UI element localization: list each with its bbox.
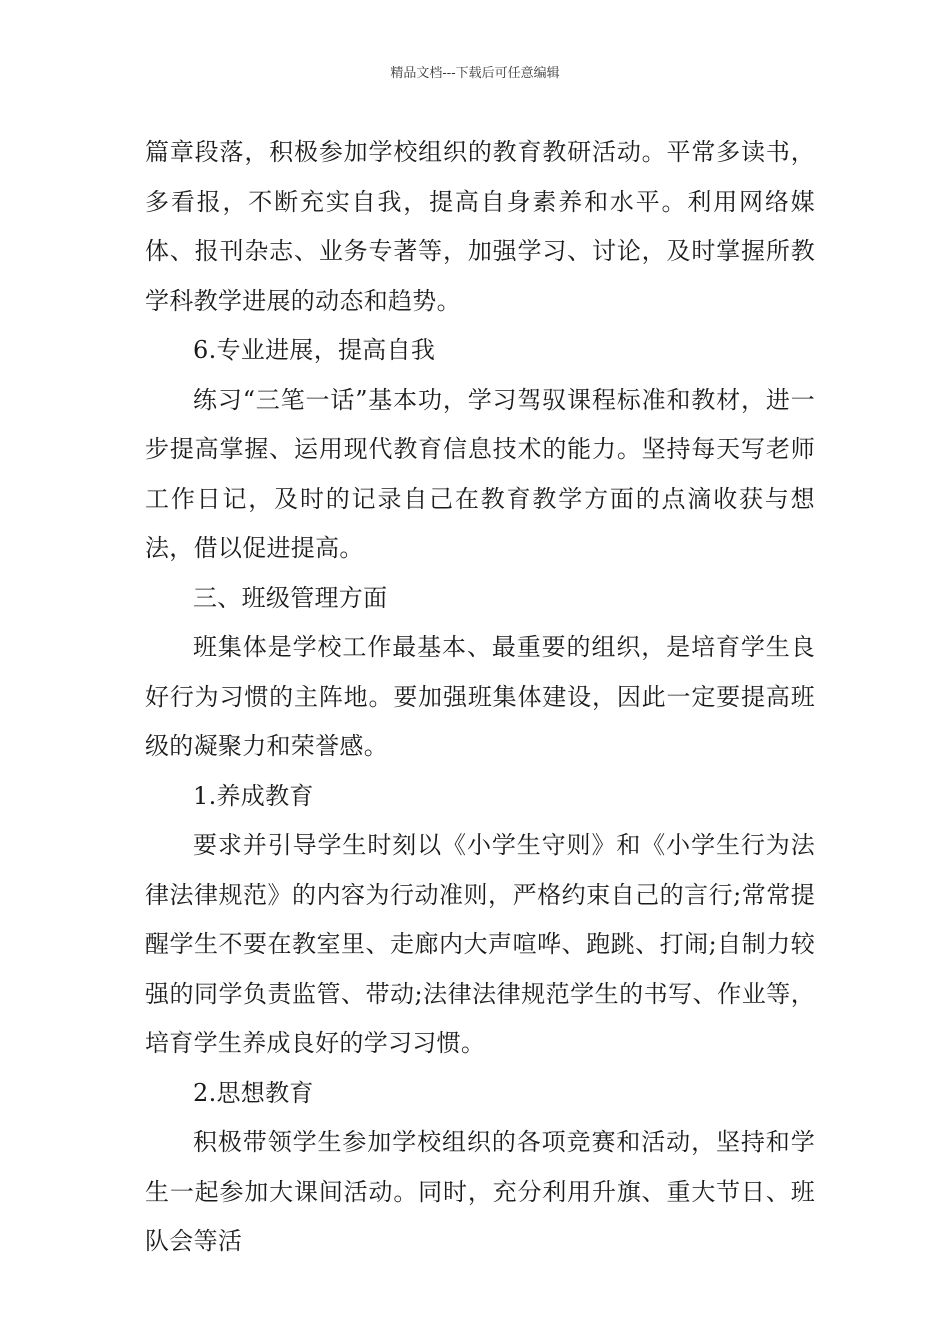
paragraph-basic-skills: 练习“三笔一话”基本功，学习驾驭课程标准和教材，进一步提高掌握、运用现代教育信息技术的能力。坚持每天写老师工作日记，及时的记录自己在教育教学方面的点滴收获与想法，借以促进提高。 bbox=[145, 385, 815, 562]
section-heading-professional-growth: 6.专业进展，提高自我 bbox=[193, 336, 436, 364]
paragraph-continued: 篇章段落，积极参加学校组织的教育教研活动。平常多读书，多看报，不断充实自我，提高自身素养和水平。利用网络媒体、报刊杂志、业务专著等，加强学习、讨论，及时掌握所教学科教学进展的动态和趋势。 bbox=[145, 138, 815, 315]
section-heading-moral-education: 2.思想教育 bbox=[193, 1078, 314, 1107]
page-header: 精品文档---下载后可任意编辑 bbox=[390, 66, 560, 81]
paragraph-moral-education: 积极带领学生参加学校组织的各项竞赛和活动，坚持和学生一起参加大课间活动。同时，充分利用升旗、重大节日、班队会等活 bbox=[145, 1128, 815, 1255]
section-heading-habit-education: 1.养成教育 bbox=[193, 781, 314, 810]
document-body bbox=[145, 128, 815, 1267]
section-heading-class-management: 三、班级管理方面 bbox=[193, 583, 388, 612]
paragraph-class-collective: 班集体是学校工作最基本、最重要的组织，是培育学生良好行为习惯的主阵地。要加强班集体建设，因此一定要提高班级的凝聚力和荣誉感。 bbox=[145, 633, 815, 760]
paragraph-habit-education: 要求并引导学生时刻以《小学生守则》和《小学生行为法律法律规范》的内容为行动准则，严格约束自己的言行;常常提醒学生不要在教室里、走廊内大声喧哗、跑跳、打闹;自制力较强的同学负责监管、带动;法律法律规范学生的书写、作业等，培育学生养成良好的学习习惯。 bbox=[145, 831, 815, 1057]
